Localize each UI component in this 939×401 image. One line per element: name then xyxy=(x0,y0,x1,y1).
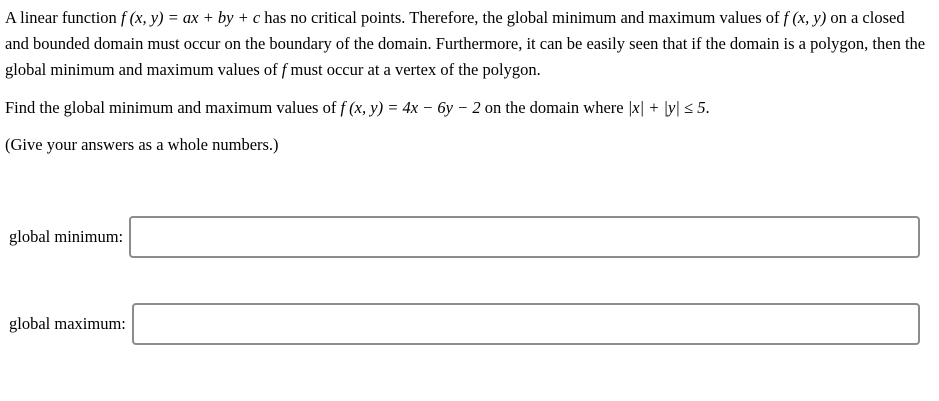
global-maximum-input[interactable] xyxy=(132,303,920,345)
intro-text-2: has no critical points. Therefore, the global minimum and maximum values of xyxy=(260,8,784,27)
intro-text-3: on a closed and bounded domain must occur on the boundary of the domain. Furthermore, it can be easily seen that if the domain is a polygon, then the global minimum and maximum values of xyxy=(5,8,926,79)
formula-f: f xyxy=(281,60,287,79)
task-text-2: on the domain where xyxy=(480,98,628,117)
task-text-1: Find the global minimum and maximum values of xyxy=(5,98,341,117)
answer-row-maximum xyxy=(9,303,920,345)
formula-domain: |x| + |y| ≤ 5 xyxy=(627,98,706,117)
formula-f-xy: f (x, y) xyxy=(783,8,827,27)
global-maximum-label: global maximum: xyxy=(9,314,126,333)
instruction-text: (Give your answers as a whole numbers.) xyxy=(5,135,279,154)
intro-text-1: A linear function xyxy=(5,8,121,27)
global-minimum-input[interactable] xyxy=(129,216,920,258)
answer-row-minimum xyxy=(9,216,920,258)
formula-task-function: f (x, y) = 4x − 6y − 2 xyxy=(340,98,481,117)
task-paragraph xyxy=(5,95,930,121)
intro-text-4: must occur at a vertex of the polygon. xyxy=(286,60,541,79)
task-text-3: . xyxy=(705,98,710,117)
intro-paragraph xyxy=(5,5,930,83)
global-minimum-label: global minimum: xyxy=(9,227,124,246)
formula-linear-function: f (x, y) = ax + by + c xyxy=(120,8,261,27)
